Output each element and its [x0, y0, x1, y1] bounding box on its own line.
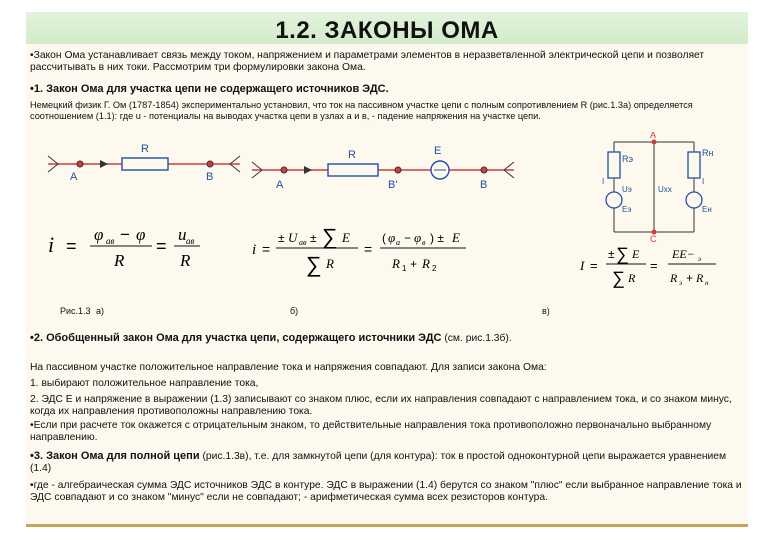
svg-text:э: э	[679, 279, 683, 287]
slide-content	[26, 44, 748, 527]
paragraph-sum: •где - алгебраическая сумма ЭДС источников ЭДС в контуре. ЭДС в выражении (1.4) берутся со знаком "плюс" если выбранное направление тока и ЭДС совпадают и со знаком "минус" если не совпадают; - арифметическая сумма всех резисторов контура.	[30, 480, 742, 503]
caption-b: б)	[290, 306, 299, 316]
svg-text:φ: φ	[388, 230, 396, 245]
svg-text:I: I	[580, 258, 585, 273]
ohm-paragraph: Немецкий физик Г. Ом (1787-1854) экспериментально установил, что ток на пассивном участке цепи с полным сопротивлением R (рис.1.3а) определяется соотношением (1.1): где u - потенциалы на выводах участка цепи в узлах а и в, - падение напряжения на участке цепи.	[30, 100, 693, 121]
node-a-label: A	[70, 171, 78, 183]
paragraph-negative-current: •Если при расчете ток окажется с отрицательным знаком, то действительные направления тока противоположно первоначально выбранному направлению.	[30, 420, 712, 443]
heading-law-2	[30, 332, 742, 345]
svg-text:U: U	[288, 230, 298, 245]
svg-text:ав: ав	[186, 236, 195, 246]
svg-text:−: −	[120, 225, 130, 244]
svg-text:u: u	[178, 225, 187, 244]
svg-text:1: 1	[402, 264, 407, 273]
svg-text:+: +	[686, 271, 694, 285]
emf-e-label: E	[434, 145, 442, 157]
heading-law-3	[30, 450, 742, 475]
svg-text:R: R	[114, 251, 125, 270]
heading-law-2-bold: •2. Обобщенный закон Ома для участка цепи, содержащего источники ЭДС	[30, 332, 442, 344]
svg-text:=: =	[262, 241, 271, 257]
svg-text:ав: ав	[106, 236, 115, 246]
voltage-uxx-label: Uxx	[658, 185, 672, 194]
heading-law-3-rest: (рис.1.3в), т.е. для замкнутой цепи (для контура): ток в простой одноконтурной цепи выражается уравнением (1.4)	[30, 451, 727, 474]
circuit-a-diagram	[44, 140, 244, 186]
svg-text:R: R	[422, 256, 430, 271]
svg-text:φ: φ	[414, 230, 422, 245]
svg-text:∑: ∑	[322, 224, 338, 249]
svg-text:+: +	[410, 257, 418, 271]
current-i2-label: I	[702, 177, 705, 186]
formula-b	[248, 220, 528, 280]
node-b-prime-label: B'	[388, 179, 398, 191]
step-1: 1. выбирают положительное направление тока,	[30, 378, 259, 389]
svg-text:=: =	[156, 236, 167, 256]
svg-text:) ±: ) ±	[430, 231, 444, 245]
resistor-rz-label: Rэ	[622, 154, 634, 164]
heading-law-1: •1. Закон Ома для участка цепи не содержащего источников ЭДС.	[30, 83, 389, 95]
svg-text:=: =	[590, 258, 598, 273]
resistor-r-label: R	[348, 149, 356, 161]
svg-text:R: R	[392, 256, 400, 271]
node-b-label: B	[480, 179, 488, 191]
svg-text:R: R	[180, 251, 191, 270]
circuit-c-diagram	[574, 132, 734, 242]
svg-text:э: э	[698, 255, 702, 263]
svg-text:E: E	[452, 230, 460, 245]
svg-text:2: 2	[432, 264, 437, 273]
node-a-label: A	[650, 132, 657, 140]
svg-text:=: =	[364, 241, 373, 257]
heading-law-2-ref: (см. рис.1.3б).	[441, 333, 512, 344]
svg-text:=: =	[650, 258, 658, 273]
step-2: 2. ЭДС E и напряжение в выражении (1.3) записывают со знаком плюс, если их направления совпадают с направлением тока, и со знаком минус, когда их направления противоположны направлению тока.	[30, 394, 732, 417]
caption-a: а)	[96, 306, 105, 316]
node-c-label: C	[650, 234, 657, 242]
current-i1-label: I	[602, 177, 605, 186]
heading-law-3-bold: •3. Закон Ома для полной цепи	[30, 450, 200, 462]
svg-text:=: =	[66, 236, 77, 256]
svg-text:а: а	[396, 238, 400, 247]
page-title: 1.2. ЗАКОНЫ ОМА	[275, 17, 499, 44]
svg-text:(: (	[382, 231, 386, 245]
svg-text:φ: φ	[136, 225, 146, 244]
svg-text:i: i	[48, 232, 55, 257]
emf-ez-label: Eэ	[622, 205, 632, 214]
svg-text:−: −	[404, 231, 412, 245]
svg-text:EE−: EE−	[672, 247, 695, 261]
svg-text:∑: ∑	[616, 244, 629, 264]
svg-text:E: E	[342, 230, 350, 245]
svg-text:∑: ∑	[612, 268, 625, 288]
svg-text:φ: φ	[94, 225, 104, 244]
emf-en-label: Eн	[702, 205, 712, 214]
svg-text:R: R	[628, 271, 636, 285]
svg-text:E: E	[632, 247, 640, 261]
formula-a	[44, 218, 234, 272]
svg-text:ав: ав	[299, 238, 307, 247]
svg-text:i: i	[252, 242, 257, 258]
svg-text:R: R	[696, 271, 704, 285]
svg-text:∑: ∑	[306, 252, 322, 277]
intro-paragraph: •Закон Ома устанавливает связь между током, напряжением и параметрами элементов в неразветвленной электрической цепи и позволяет рассчитывать в них токи. Рассмотрим три формулировки закона Ома.	[30, 50, 705, 73]
circuit-b-diagram	[248, 136, 518, 192]
resistor-r-label: R	[141, 143, 149, 155]
svg-text:н: н	[705, 279, 709, 287]
svg-text:±: ±	[608, 247, 615, 261]
voltage-uz-label: Uэ	[622, 185, 632, 194]
formula-c	[576, 240, 746, 294]
svg-text:R: R	[670, 271, 678, 285]
paragraph-passive: На пассивном участке положительное направление тока и напряжения совпадают. Для записи закона Ома:	[30, 362, 547, 373]
figure-caption: Рис.1.3	[60, 306, 91, 316]
node-a-label: A	[276, 179, 284, 191]
node-b-label: B	[206, 171, 214, 183]
svg-text:±: ±	[310, 231, 317, 245]
svg-text:R: R	[326, 256, 334, 271]
resistor-rn-label: Rн	[702, 148, 714, 158]
caption-c: в)	[542, 306, 550, 316]
svg-text:в: в	[422, 238, 426, 247]
svg-text:±: ±	[278, 231, 285, 245]
